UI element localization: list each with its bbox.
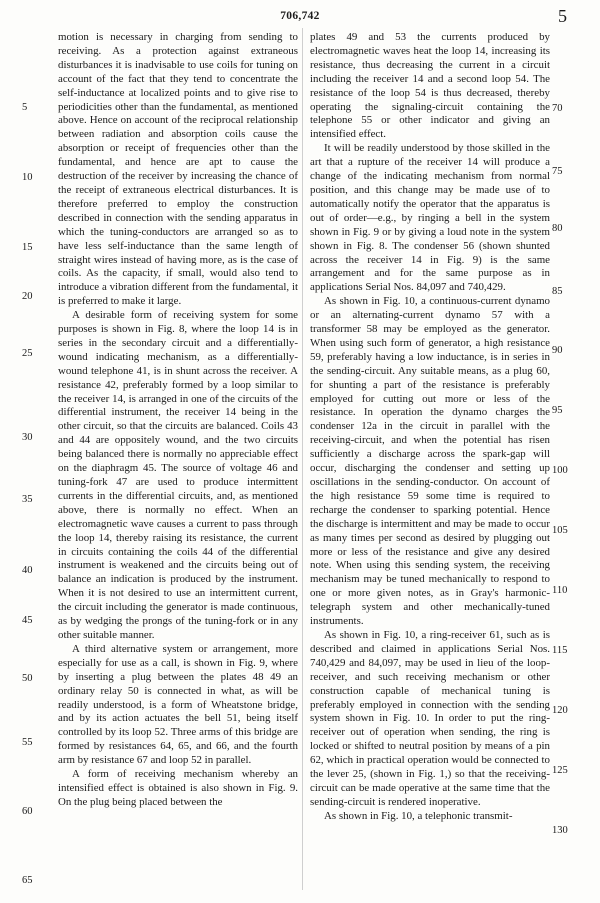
line-number-right: 100: [552, 465, 568, 476]
line-number-left: 60: [22, 806, 33, 817]
left-paragraph-4: A form of receiving mechanism whereby an intensified effect is obtained is also shown in Fig. 9. On the plug being placed between the: [58, 768, 298, 808]
right-paragraph-5: As shown in Fig. 10, a telephonic transmit-: [324, 809, 513, 822]
left-paragraph-2: A desirable form of receiving system for some purposes is shown in Fig. 8, where the loop 14 is in series in the secondary circuit and a differentially-wound indicating mechanism, as a differentially-wound telephone 41, is in shunt across the receiver. A resistance 42, preferably formed by a loop similar to the receiver 14, is arranged in one of the circuits of the differential instrument, the receiver 14 being in the other circuit, so that the circuits are balanced. Coils 43 and 44 are oppositely wound, and the two circuits being balanced there is normally no appreciable effect on the diaphragm 45. The source of voltage 46 and tuning-fork 47 are used to produce intermittent currents in the differential circuits, and, as mentioned above, there is normally no effect. When an electromagnetic wave causes a current to pass through the loop 14, thereby raising its resistance, the current in circuits containing the coils 44 of the differential instrument is weakened and the circuits being out of balance an indication is produced by the instrument. When it is not desired to use an intermittent current, the circuit including the generator is made continuous, as by wedging the prongs of the tuning-fork or in any other suitable manner.: [58, 309, 298, 641]
line-number-right: 105: [552, 525, 568, 536]
column-divider: [302, 28, 303, 890]
right-column: [310, 31, 550, 824]
line-number-right: 70: [552, 103, 563, 114]
right-paragraph-1: plates 49 and 53 the currents produced by electromagnetic waves heat the loop 14, increasing its resistance, thus decreasing the current in a circuit including the receiver 14 and a second loop 54. The resistance of the loop 54 is thus decreased, thereby operating the signaling-circuit containing the telephone 55 or other indicator and giving an intensified effect.: [310, 31, 550, 141]
line-number-left: 50: [22, 673, 33, 684]
line-number-left: 25: [22, 348, 33, 359]
line-number-left: 15: [22, 242, 33, 253]
left-column: [58, 31, 298, 810]
line-number-left: 35: [22, 494, 33, 505]
line-number-left: 30: [22, 432, 33, 443]
right-paragraph-3: As shown in Fig. 10, a continuous-current dynamo or an alternating-current dynamo 57 with a transformer 58 may be employed as the generator. When using such form of generator, a high resistance 59, preferably having a low inductance, is in series in the sending-circuit. Any suitable means, as a plug 60, for shunting a part of the resistance is preferably employed for cutting out more or less of the resistance. In operation the dynamo charges the condenser 12a in the circuit in parallel with the receiving-circuit, and when the potential has risen sufficiently a discharge across the spark-gap will occur, discharging the condenser and setting up oscillations in the sending-conductor. On account of the high resistance 59 some time is required to recharge the condenser to sparking potential. Hence the discharge is intermittent and may be made to occur as many times per second as desired by plugging out more or less of the resistance and give any desired note. When using this sending system, the receiving mechanism may be tuned mechanically to respond to one or more given notes, as in Gray's harmonic-telegraph system and other mechanically-tuned instruments.: [310, 295, 550, 628]
line-number-left: 55: [22, 737, 33, 748]
left-paragraph-1: motion is necessary in charging from sending to receiving. As a protection against extraneous disturbances it is inadvisable to use coils for tuning on account of the fact that they tend to concentrate the self-inductance at localized points and to give rise to periodicities other than the fundamental, as mentioned above. Hence on account of the reciprocal relationship between radiation and absorption coils cause the absorption or receipt of frequencies other than the fundamental, and hence are apt to cause the destruction of the receiver by increasing the chance of the receipt of extraneous electrical disturbances. It is therefore preferred to employ the construction described in connection with the sending apparatus in which the tuning-conductors are arranged so as to have less self-inductance than the same length of straight wires instead of having more, as is the case of coils. As the capacity, if small, would also tend to introduce a vibration different from the fundamental, it is preferred to make it large.: [58, 31, 298, 308]
line-number-right: 120: [552, 705, 568, 716]
right-paragraph-4: As shown in Fig. 10, a ring-receiver 61, such as is described and claimed in applications Serial Nos. 740,429 and 84,097, may be used in lieu of the loop-receiver, and such receiving mechanism or other construction capable of mechanical tuning is preferably employed in connection with the sending system shown in Fig. 10. In order to put the ring-receiver out of operation when sending, the ring is locked or shifted to neutral position by means of a pin 62, which in practical operation would be connected to the lever 25, (shown in Fig. 1,) so that the receiving-circuit can be made operative at the same time that the sending-circuit is rendered inoperative.: [310, 628, 550, 808]
line-number-left: 10: [22, 172, 33, 183]
line-number-right: 110: [552, 585, 568, 596]
line-number-right: 130: [552, 825, 568, 836]
line-number-right: 115: [552, 645, 568, 656]
right-paragraph-2: It will be readily understood by those skilled in the art that a rupture of the receiver 14 will produce a change of the indicating mechanism from normal position, and this change may be made use of to automatically notify the operator that the apparatus is out of order—e.g., by ringing a bell in the system shown in Fig. 9 or by giving a loud note in the system shown in Fig. 8. The condenser 56 (shown shunted across the receiver 14 in Fig. 9) is the same arrangement and for the same purpose as in applications Serial Nos. 84,097 and 740,429.: [310, 142, 550, 294]
line-number-right: 80: [552, 223, 563, 234]
left-paragraph-3: A third alternative system or arrangement, more especially for use as a call, is shown in Fig. 9, where by inserting a plug between the plates 48 49 an ordinary relay 50 is connected in what, as will be readily understood, is a form of Wheatstone bridge, and by its action actuates the bell 51, being itself controlled by its loop 52. Three arms of this bridge are formed by resistances 64, 65, and 66, and the fourth arm by resistance 67 and loop 52 in parallel.: [58, 642, 298, 767]
line-number-left: 5: [22, 102, 28, 113]
line-number-left: 45: [22, 615, 33, 626]
line-number-right: 95: [552, 405, 563, 416]
line-number-right: 125: [552, 765, 568, 776]
line-number-right: 75: [552, 166, 563, 177]
page-number: 5: [558, 6, 567, 26]
patent-number: 706,742: [280, 10, 320, 22]
line-number-right: 85: [552, 286, 563, 297]
line-number-left: 40: [22, 565, 33, 576]
line-number-left: 65: [22, 875, 33, 886]
line-number-left: 20: [22, 291, 33, 302]
line-number-right: 90: [552, 345, 563, 356]
